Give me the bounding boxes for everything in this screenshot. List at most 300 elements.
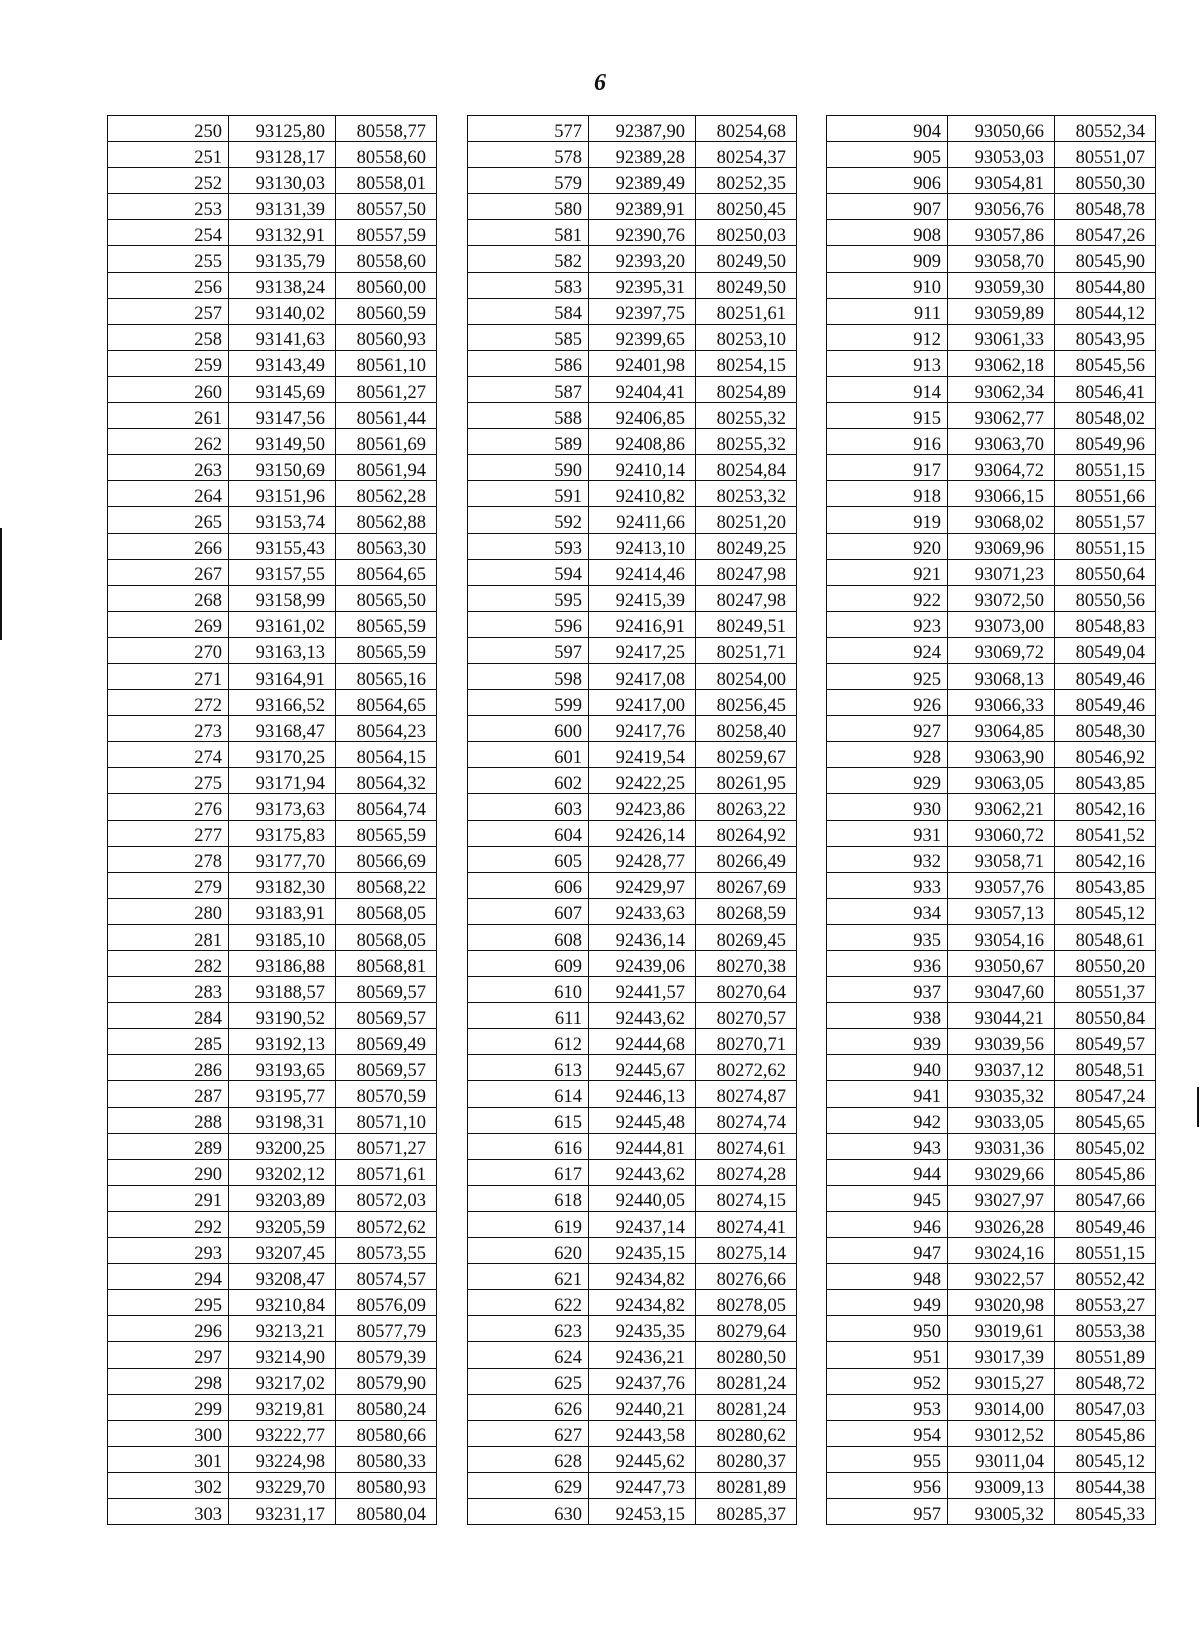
- x-coordinate-cell: 93044,21: [948, 1003, 1055, 1029]
- point-number-cell: 265: [108, 507, 229, 533]
- table-row: [108, 1185, 437, 1211]
- x-coordinate-cell: 93214,90: [229, 1342, 336, 1368]
- table-row: [468, 533, 797, 559]
- y-coordinate-cell: 80564,32: [336, 768, 437, 794]
- x-coordinate-cell: 93035,32: [948, 1081, 1055, 1107]
- x-coordinate-cell: 92395,31: [589, 272, 696, 298]
- y-coordinate-cell: 80580,24: [336, 1394, 437, 1420]
- point-number-cell: 611: [468, 1003, 589, 1029]
- y-coordinate-cell: 80580,04: [336, 1498, 437, 1524]
- y-coordinate-cell: 80270,64: [696, 977, 797, 1003]
- y-coordinate-cell: 80547,24: [1055, 1081, 1156, 1107]
- x-coordinate-cell: 92440,21: [589, 1394, 696, 1420]
- point-number-cell: 931: [827, 820, 948, 846]
- x-coordinate-cell: 92397,75: [589, 298, 696, 324]
- y-coordinate-cell: 80552,42: [1055, 1264, 1156, 1290]
- y-coordinate-cell: 80560,93: [336, 324, 437, 350]
- coordinate-table-3: [826, 115, 1156, 1525]
- point-number-cell: 591: [468, 481, 589, 507]
- x-coordinate-cell: 92417,00: [589, 690, 696, 716]
- table-row: [468, 324, 797, 350]
- point-number-cell: 578: [468, 142, 589, 168]
- y-coordinate-cell: 80561,94: [336, 455, 437, 481]
- x-coordinate-cell: 92410,82: [589, 481, 696, 507]
- point-number-cell: 287: [108, 1081, 229, 1107]
- x-coordinate-cell: 93177,70: [229, 846, 336, 872]
- table-row: [827, 533, 1156, 559]
- y-coordinate-cell: 80285,37: [696, 1498, 797, 1524]
- x-coordinate-cell: 93015,27: [948, 1368, 1055, 1394]
- y-coordinate-cell: 80561,10: [336, 350, 437, 376]
- y-coordinate-cell: 80552,34: [1055, 116, 1156, 142]
- y-coordinate-cell: 80249,51: [696, 611, 797, 637]
- table-row: [827, 220, 1156, 246]
- y-coordinate-cell: 80558,01: [336, 168, 437, 194]
- x-coordinate-cell: 93128,17: [229, 142, 336, 168]
- table-row: [108, 1238, 437, 1264]
- point-number-cell: 936: [827, 951, 948, 977]
- table-row: [468, 690, 797, 716]
- y-coordinate-cell: 80250,45: [696, 194, 797, 220]
- table-row: [827, 924, 1156, 950]
- table-row: [108, 1159, 437, 1185]
- x-coordinate-cell: 93062,18: [948, 350, 1055, 376]
- y-coordinate-cell: 80577,79: [336, 1316, 437, 1342]
- x-coordinate-cell: 93149,50: [229, 429, 336, 455]
- y-coordinate-cell: 80564,65: [336, 690, 437, 716]
- point-number-cell: 920: [827, 533, 948, 559]
- table-row: [468, 1498, 797, 1524]
- x-coordinate-cell: 93061,33: [948, 324, 1055, 350]
- x-coordinate-cell: 93063,70: [948, 429, 1055, 455]
- y-coordinate-cell: 80565,50: [336, 585, 437, 611]
- table-row: [468, 1081, 797, 1107]
- table-row: [827, 690, 1156, 716]
- table-row: [108, 690, 437, 716]
- y-coordinate-cell: 80280,50: [696, 1342, 797, 1368]
- point-number-cell: 608: [468, 924, 589, 950]
- y-coordinate-cell: 80255,32: [696, 429, 797, 455]
- table-row: [108, 324, 437, 350]
- table-row: [827, 1081, 1156, 1107]
- point-number-cell: 258: [108, 324, 229, 350]
- table-row: [468, 220, 797, 246]
- x-coordinate-cell: 92443,58: [589, 1420, 696, 1446]
- y-coordinate-cell: 80545,90: [1055, 246, 1156, 272]
- x-coordinate-cell: 93026,28: [948, 1211, 1055, 1237]
- y-coordinate-cell: 80251,71: [696, 637, 797, 663]
- y-coordinate-cell: 80574,57: [336, 1264, 437, 1290]
- table-row: [827, 1107, 1156, 1133]
- point-number-cell: 268: [108, 585, 229, 611]
- x-coordinate-cell: 93229,70: [229, 1472, 336, 1498]
- x-coordinate-cell: 93193,65: [229, 1055, 336, 1081]
- x-coordinate-cell: 93219,81: [229, 1394, 336, 1420]
- point-number-cell: 933: [827, 872, 948, 898]
- x-coordinate-cell: 93011,04: [948, 1446, 1055, 1472]
- x-coordinate-cell: 93161,02: [229, 611, 336, 637]
- point-number-cell: 284: [108, 1003, 229, 1029]
- x-coordinate-cell: 93027,97: [948, 1185, 1055, 1211]
- y-coordinate-cell: 80549,46: [1055, 1211, 1156, 1237]
- table-row: [827, 507, 1156, 533]
- x-coordinate-cell: 92390,76: [589, 220, 696, 246]
- y-coordinate-cell: 80280,62: [696, 1420, 797, 1446]
- table-row: [108, 272, 437, 298]
- point-number-cell: 293: [108, 1238, 229, 1264]
- point-number-cell: 601: [468, 742, 589, 768]
- y-coordinate-cell: 80553,27: [1055, 1290, 1156, 1316]
- point-number-cell: 618: [468, 1185, 589, 1211]
- table-row: [827, 429, 1156, 455]
- y-coordinate-cell: 80551,15: [1055, 455, 1156, 481]
- y-coordinate-cell: 80579,39: [336, 1342, 437, 1368]
- point-number-cell: 625: [468, 1368, 589, 1394]
- x-coordinate-cell: 93064,72: [948, 455, 1055, 481]
- point-number-cell: 946: [827, 1211, 948, 1237]
- y-coordinate-cell: 80254,68: [696, 116, 797, 142]
- x-coordinate-cell: 93072,50: [948, 585, 1055, 611]
- y-coordinate-cell: 80542,16: [1055, 846, 1156, 872]
- x-coordinate-cell: 93033,05: [948, 1107, 1055, 1133]
- table-row: [108, 611, 437, 637]
- table-row: [468, 1133, 797, 1159]
- x-coordinate-cell: 93019,61: [948, 1316, 1055, 1342]
- y-coordinate-cell: 80564,65: [336, 559, 437, 585]
- table-row: [108, 533, 437, 559]
- y-coordinate-cell: 80254,84: [696, 455, 797, 481]
- y-coordinate-cell: 80564,23: [336, 716, 437, 742]
- x-coordinate-cell: 93071,23: [948, 559, 1055, 585]
- x-coordinate-cell: 93059,30: [948, 272, 1055, 298]
- y-coordinate-cell: 80544,38: [1055, 1472, 1156, 1498]
- x-coordinate-cell: 93168,47: [229, 716, 336, 742]
- x-coordinate-cell: 93208,47: [229, 1264, 336, 1290]
- table-row: [108, 1498, 437, 1524]
- point-number-cell: 300: [108, 1420, 229, 1446]
- point-number-cell: 597: [468, 637, 589, 663]
- y-coordinate-cell: 80253,10: [696, 324, 797, 350]
- y-coordinate-cell: 80254,37: [696, 142, 797, 168]
- table-row: [108, 507, 437, 533]
- table-row: [827, 1368, 1156, 1394]
- point-number-cell: 953: [827, 1394, 948, 1420]
- y-coordinate-cell: 80551,37: [1055, 977, 1156, 1003]
- y-coordinate-cell: 80563,30: [336, 533, 437, 559]
- y-coordinate-cell: 80279,64: [696, 1316, 797, 1342]
- x-coordinate-cell: 92433,63: [589, 898, 696, 924]
- table-row: [468, 1003, 797, 1029]
- table-row: [468, 1029, 797, 1055]
- point-number-cell: 956: [827, 1472, 948, 1498]
- table-row: [827, 663, 1156, 689]
- y-coordinate-cell: 80250,03: [696, 220, 797, 246]
- table-row: [827, 637, 1156, 663]
- x-coordinate-cell: 93047,60: [948, 977, 1055, 1003]
- y-coordinate-cell: 80274,15: [696, 1185, 797, 1211]
- point-number-cell: 922: [827, 585, 948, 611]
- table-row: [468, 977, 797, 1003]
- table-row: [827, 1498, 1156, 1524]
- table-row: [827, 898, 1156, 924]
- table-row: [827, 376, 1156, 402]
- table-row: [827, 1420, 1156, 1446]
- table-row: [108, 1029, 437, 1055]
- point-number-cell: 912: [827, 324, 948, 350]
- y-coordinate-cell: 80252,35: [696, 168, 797, 194]
- y-coordinate-cell: 80546,41: [1055, 376, 1156, 402]
- y-coordinate-cell: 80549,96: [1055, 429, 1156, 455]
- point-number-cell: 629: [468, 1472, 589, 1498]
- point-number-cell: 906: [827, 168, 948, 194]
- x-coordinate-cell: 92389,91: [589, 194, 696, 220]
- x-coordinate-cell: 93190,52: [229, 1003, 336, 1029]
- table-row: [468, 194, 797, 220]
- point-number-cell: 261: [108, 403, 229, 429]
- x-coordinate-cell: 93210,84: [229, 1290, 336, 1316]
- point-number-cell: 617: [468, 1159, 589, 1185]
- point-number-cell: 297: [108, 1342, 229, 1368]
- x-coordinate-cell: 93064,85: [948, 716, 1055, 742]
- table-row: [827, 1446, 1156, 1472]
- point-number-cell: 937: [827, 977, 948, 1003]
- point-number-cell: 605: [468, 846, 589, 872]
- table-row: [108, 429, 437, 455]
- point-number-cell: 259: [108, 350, 229, 376]
- point-number-cell: 262: [108, 429, 229, 455]
- y-coordinate-cell: 80557,59: [336, 220, 437, 246]
- x-coordinate-cell: 93131,39: [229, 194, 336, 220]
- table-row: [827, 1211, 1156, 1237]
- point-number-cell: 926: [827, 690, 948, 716]
- x-coordinate-cell: 93224,98: [229, 1446, 336, 1472]
- x-coordinate-cell: 92445,48: [589, 1107, 696, 1133]
- y-coordinate-cell: 80274,87: [696, 1081, 797, 1107]
- y-coordinate-cell: 80249,50: [696, 246, 797, 272]
- table-row: [468, 142, 797, 168]
- y-coordinate-cell: 80561,27: [336, 376, 437, 402]
- point-number-cell: 938: [827, 1003, 948, 1029]
- x-coordinate-cell: 92408,86: [589, 429, 696, 455]
- y-coordinate-cell: 80571,27: [336, 1133, 437, 1159]
- x-coordinate-cell: 93062,34: [948, 376, 1055, 402]
- y-coordinate-cell: 80280,37: [696, 1446, 797, 1472]
- point-number-cell: 592: [468, 507, 589, 533]
- y-coordinate-cell: 80281,24: [696, 1394, 797, 1420]
- x-coordinate-cell: 93009,13: [948, 1472, 1055, 1498]
- x-coordinate-cell: 93022,57: [948, 1264, 1055, 1290]
- y-coordinate-cell: 80545,12: [1055, 898, 1156, 924]
- point-number-cell: 604: [468, 820, 589, 846]
- table-row: [468, 1446, 797, 1472]
- table-row: [827, 1159, 1156, 1185]
- table-row: [468, 585, 797, 611]
- table-row: [468, 272, 797, 298]
- point-number-cell: 263: [108, 455, 229, 481]
- x-coordinate-cell: 93157,55: [229, 559, 336, 585]
- x-coordinate-cell: 92422,25: [589, 768, 696, 794]
- x-coordinate-cell: 93063,90: [948, 742, 1055, 768]
- scan-margin-mark-right: [1197, 1087, 1199, 1127]
- point-number-cell: 586: [468, 350, 589, 376]
- table-row: [827, 1003, 1156, 1029]
- point-number-cell: 587: [468, 376, 589, 402]
- point-number-cell: 944: [827, 1159, 948, 1185]
- point-number-cell: 600: [468, 716, 589, 742]
- point-number-cell: 935: [827, 924, 948, 950]
- x-coordinate-cell: 93140,02: [229, 298, 336, 324]
- y-coordinate-cell: 80541,52: [1055, 820, 1156, 846]
- table-row: [468, 1316, 797, 1342]
- y-coordinate-cell: 80545,65: [1055, 1107, 1156, 1133]
- table-row: [827, 1185, 1156, 1211]
- x-coordinate-cell: 92417,76: [589, 716, 696, 742]
- y-coordinate-cell: 80564,15: [336, 742, 437, 768]
- table-row: [827, 559, 1156, 585]
- point-number-cell: 285: [108, 1029, 229, 1055]
- x-coordinate-cell: 92419,54: [589, 742, 696, 768]
- x-coordinate-cell: 93182,30: [229, 872, 336, 898]
- y-coordinate-cell: 80545,86: [1055, 1159, 1156, 1185]
- table-row: [827, 794, 1156, 820]
- x-coordinate-cell: 93158,99: [229, 585, 336, 611]
- table-row: [468, 951, 797, 977]
- y-coordinate-cell: 80572,62: [336, 1211, 437, 1237]
- table-row: [827, 1472, 1156, 1498]
- x-coordinate-cell: 92437,76: [589, 1368, 696, 1394]
- table-row: [827, 168, 1156, 194]
- point-number-cell: 298: [108, 1368, 229, 1394]
- point-number-cell: 929: [827, 768, 948, 794]
- x-coordinate-cell: 93053,03: [948, 142, 1055, 168]
- y-coordinate-cell: 80569,57: [336, 977, 437, 1003]
- y-coordinate-cell: 80553,38: [1055, 1316, 1156, 1342]
- x-coordinate-cell: 93059,89: [948, 298, 1055, 324]
- point-number-cell: 630: [468, 1498, 589, 1524]
- point-number-cell: 909: [827, 246, 948, 272]
- point-number-cell: 942: [827, 1107, 948, 1133]
- point-number-cell: 251: [108, 142, 229, 168]
- table-row: [108, 481, 437, 507]
- point-number-cell: 910: [827, 272, 948, 298]
- point-number-cell: 615: [468, 1107, 589, 1133]
- x-coordinate-cell: 93062,77: [948, 403, 1055, 429]
- point-number-cell: 277: [108, 820, 229, 846]
- y-coordinate-cell: 80550,30: [1055, 168, 1156, 194]
- table-row: [827, 1316, 1156, 1342]
- table-row: [827, 872, 1156, 898]
- point-number-cell: 303: [108, 1498, 229, 1524]
- table-row: [468, 1342, 797, 1368]
- y-coordinate-cell: 80550,20: [1055, 951, 1156, 977]
- x-coordinate-cell: 93138,24: [229, 272, 336, 298]
- x-coordinate-cell: 92416,91: [589, 611, 696, 637]
- y-coordinate-cell: 80281,89: [696, 1472, 797, 1498]
- y-coordinate-cell: 80249,50: [696, 272, 797, 298]
- point-number-cell: 603: [468, 794, 589, 820]
- y-coordinate-cell: 80546,92: [1055, 742, 1156, 768]
- table-row: [108, 1394, 437, 1420]
- y-coordinate-cell: 80256,45: [696, 690, 797, 716]
- page-number: 6: [594, 70, 606, 96]
- y-coordinate-cell: 80580,33: [336, 1446, 437, 1472]
- x-coordinate-cell: 93195,77: [229, 1081, 336, 1107]
- point-number-cell: 606: [468, 872, 589, 898]
- y-coordinate-cell: 80275,14: [696, 1238, 797, 1264]
- x-coordinate-cell: 93188,57: [229, 977, 336, 1003]
- y-coordinate-cell: 80569,49: [336, 1029, 437, 1055]
- point-number-cell: 915: [827, 403, 948, 429]
- point-number-cell: 255: [108, 246, 229, 272]
- x-coordinate-cell: 92426,14: [589, 820, 696, 846]
- table-row: [108, 1290, 437, 1316]
- point-number-cell: 274: [108, 742, 229, 768]
- x-coordinate-cell: 92440,05: [589, 1185, 696, 1211]
- point-number-cell: 254: [108, 220, 229, 246]
- x-coordinate-cell: 92410,14: [589, 455, 696, 481]
- x-coordinate-cell: 93207,45: [229, 1238, 336, 1264]
- point-number-cell: 919: [827, 507, 948, 533]
- table-row: [468, 455, 797, 481]
- table-row: [827, 1394, 1156, 1420]
- table-row: [108, 1368, 437, 1394]
- y-coordinate-cell: 80560,00: [336, 272, 437, 298]
- table-row: [108, 977, 437, 1003]
- point-number-cell: 948: [827, 1264, 948, 1290]
- point-number-cell: 283: [108, 977, 229, 1003]
- x-coordinate-cell: 93222,77: [229, 1420, 336, 1446]
- y-coordinate-cell: 80272,62: [696, 1055, 797, 1081]
- y-coordinate-cell: 80548,78: [1055, 194, 1156, 220]
- point-number-cell: 916: [827, 429, 948, 455]
- y-coordinate-cell: 80565,16: [336, 663, 437, 689]
- table-row: [108, 350, 437, 376]
- point-number-cell: 281: [108, 924, 229, 950]
- x-coordinate-cell: 92436,21: [589, 1342, 696, 1368]
- table-row: [468, 1211, 797, 1237]
- x-coordinate-cell: 92387,90: [589, 116, 696, 142]
- x-coordinate-cell: 93020,98: [948, 1290, 1055, 1316]
- table-row: [108, 872, 437, 898]
- point-number-cell: 286: [108, 1055, 229, 1081]
- x-coordinate-cell: 92417,25: [589, 637, 696, 663]
- x-coordinate-cell: 93050,67: [948, 951, 1055, 977]
- point-number-cell: 295: [108, 1290, 229, 1316]
- table-row: [468, 507, 797, 533]
- y-coordinate-cell: 80548,72: [1055, 1368, 1156, 1394]
- table-row: [108, 1107, 437, 1133]
- y-coordinate-cell: 80580,93: [336, 1472, 437, 1498]
- y-coordinate-cell: 80580,66: [336, 1420, 437, 1446]
- table-row: [827, 1290, 1156, 1316]
- table-row: [468, 742, 797, 768]
- y-coordinate-cell: 80274,28: [696, 1159, 797, 1185]
- table-row: [108, 1342, 437, 1368]
- point-number-cell: 907: [827, 194, 948, 220]
- y-coordinate-cell: 80545,86: [1055, 1420, 1156, 1446]
- x-coordinate-cell: 92401,98: [589, 350, 696, 376]
- y-coordinate-cell: 80568,81: [336, 951, 437, 977]
- x-coordinate-cell: 93135,79: [229, 246, 336, 272]
- x-coordinate-cell: 93171,94: [229, 768, 336, 794]
- table-row: [827, 1264, 1156, 1290]
- point-number-cell: 612: [468, 1029, 589, 1055]
- table-row: [827, 272, 1156, 298]
- point-number-cell: 264: [108, 481, 229, 507]
- x-coordinate-cell: 93062,21: [948, 794, 1055, 820]
- point-number-cell: 584: [468, 298, 589, 324]
- point-number-cell: 932: [827, 846, 948, 872]
